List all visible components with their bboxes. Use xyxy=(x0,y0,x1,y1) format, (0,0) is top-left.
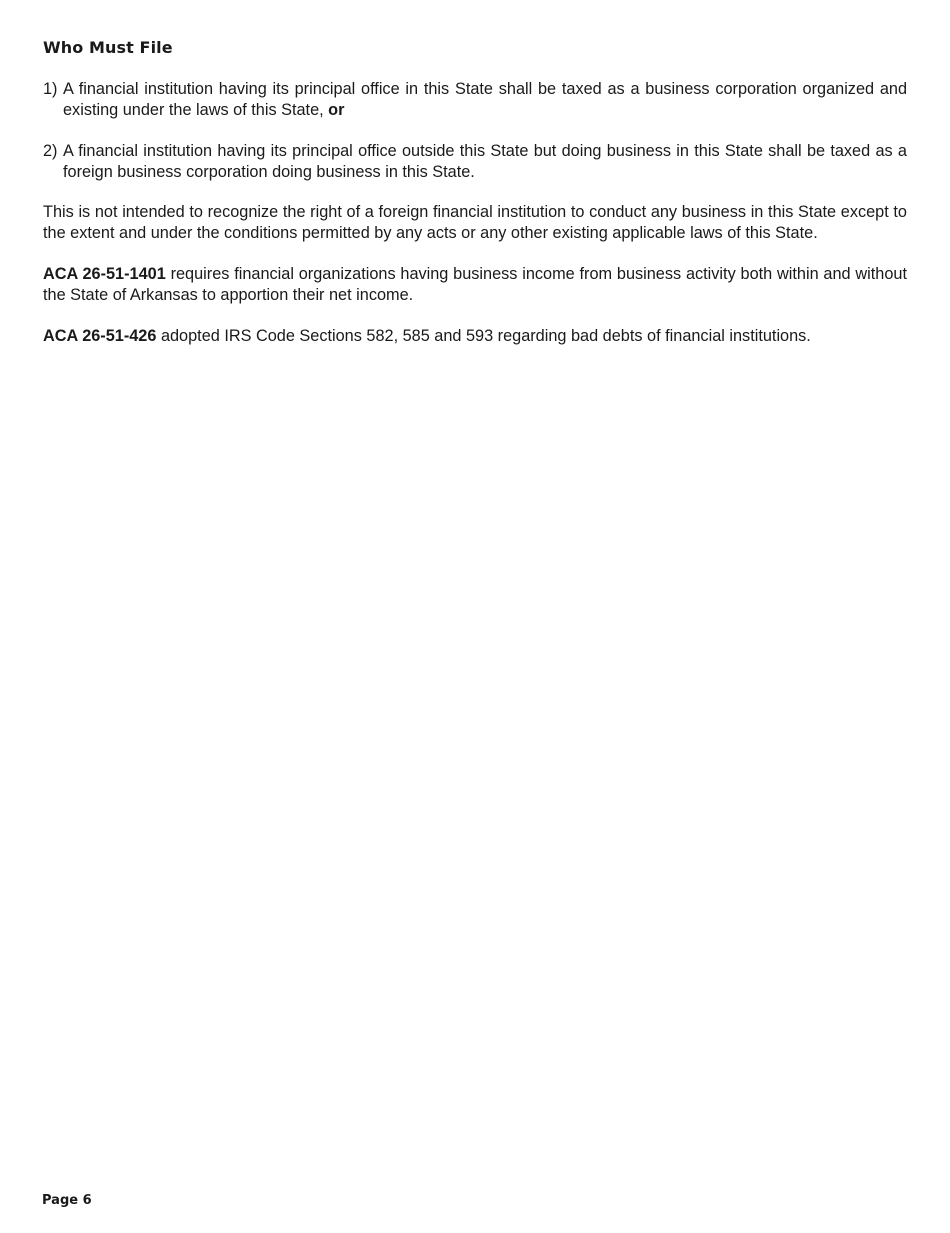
list-item-body: A financial institution having its principal office in this State shall be taxed as a business corporation organized and existing under the laws of this State, xyxy=(63,80,907,119)
list-item xyxy=(43,141,907,183)
foreign-institution-paragraph: This is not intended to recognize the right of a foreign financial institution to conduct any business in this State except to the extent and under the conditions permitted by any acts or any other existing applicable laws of this State. xyxy=(43,203,907,242)
aca-426-text: adopted IRS Code Sections 582, 585 and 593 regarding bad debts of financial institutions. xyxy=(156,327,811,345)
aca-1401-code: ACA 26-51-1401 xyxy=(43,265,166,283)
section-heading: Who Must File xyxy=(43,38,173,57)
list-item xyxy=(43,79,907,121)
aca-1401-paragraph xyxy=(43,264,907,306)
list-item-bold-conjunction: or xyxy=(328,101,345,119)
list-item-number: 2) xyxy=(43,142,58,160)
page-number: Page 6 xyxy=(42,1193,92,1208)
list-item-number: 1) xyxy=(43,80,58,98)
list-item-text: A financial institution having its principal office outside this State but doing business in this State shall be taxed as a foreign business corporation doing business in this State. xyxy=(63,142,907,181)
aca-426-paragraph xyxy=(43,326,907,347)
document-body xyxy=(43,36,907,367)
aca-1401-text: requires financial organizations having business income from business activity both within and without the State of Arkansas to apportion their net income. xyxy=(43,265,907,304)
aca-426-code: ACA 26-51-426 xyxy=(43,327,157,345)
list-item-text xyxy=(63,79,907,121)
